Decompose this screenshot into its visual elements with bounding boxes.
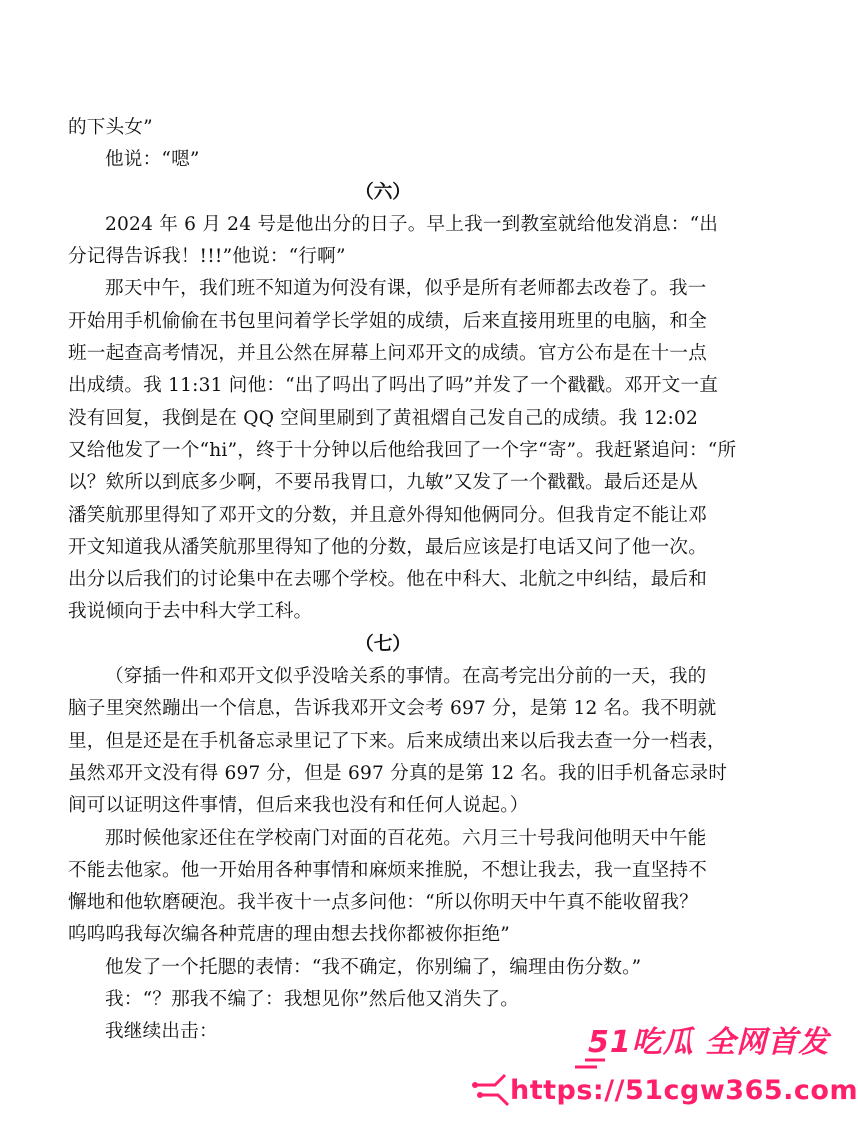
section-heading: （七）: [355, 633, 411, 655]
text-line: 那天中午，我们班不知道为何没有课，似乎是所有老师都去改卷了。我一: [105, 278, 707, 300]
text-line: 脑子里突然蹦出一个信息，告诉我邓开文会考 697 分，是第 12 名。我不明就: [68, 698, 717, 720]
text-line: 潘笑航那里得知了邓开文的分数，并且意外得知他俩同分。但我肯定不能让邓: [68, 504, 707, 526]
text-line: 我继续出击：: [105, 1021, 218, 1043]
text-line: 他发了一个托腮的表情：“我不确定，你别编了，编理由伤分数。”: [105, 956, 642, 978]
site-watermark: [470, 1005, 858, 1125]
text-line: 出分以后我们的讨论集中在去哪个学校。他在中科大、北航之中纠结，最后和: [68, 569, 707, 591]
text-line: 我：“？那我不编了：我想见你”然后他又消失了。: [105, 989, 520, 1011]
text-line: 没有回复，我倒是在 QQ 空间里刷到了黄祖熠自己发自己的成绩。我 12:02: [68, 407, 699, 429]
text-line: 那时候他家还住在学校南门对面的百花苑。六月三十号我问他明天中午能: [105, 827, 707, 849]
watermark-title: 51吃瓜 全网首发: [588, 1025, 830, 1060]
text-line: 分记得告诉我！!!!”他说：“行啊”: [68, 246, 346, 268]
text-line: 2024 年 6 月 24 号是他出分的日子。早上我一到教室就给他发消息：“出: [105, 213, 719, 235]
text-line: 出成绩。我 11:31 问他：“出了吗出了吗出了吗”并发了一个戳戳。邓开文一直: [68, 375, 719, 397]
text-line: 呜呜呜我每次编各种荒唐的理由想去找你都被你拒绝”: [68, 924, 510, 946]
section-heading: （六）: [355, 181, 411, 203]
text-line: 以？欸所以到底多少啊，不要吊我胃口，九敏”又发了一个戳戳。最后还是从: [68, 472, 698, 494]
text-line: 开文知道我从潘笑航那里得知了他的分数，最后应该是打电话又问了他一次。: [68, 536, 707, 558]
text-line: 的下头女”: [68, 117, 153, 138]
text-line: 里，但是还是在手机备忘录里记了下来。后来成绩出来以后我去查一分一档表，: [68, 730, 726, 752]
text-line: 间可以证明这件事情，但后来我也没有和任何人说起。）: [68, 795, 529, 817]
text-line: 又给他发了一个“hi”，终于十分钟以后他给我回了一个字“寄”。我赶紧追问：“所: [68, 439, 737, 461]
text-line: 我说倾向于去中科大学工科。: [68, 601, 313, 623]
text-line: 班一起查高考情况，并且公然在屏幕上问邓开文的成绩。官方公布是在十一点: [68, 343, 707, 365]
document-body: [68, 112, 737, 1049]
text-line: 虽然邓开文没有得 697 分，但是 697 分真的是第 12 名。我的旧手机备忘录时: [68, 762, 728, 784]
text-line: 懈地和他软磨硬泡。我半夜十一点多问他：“所以你明天中午真不能收留我？: [68, 892, 698, 914]
text-line: 不能去他家。他一开始用各种事情和麻烦来推脱，不想让我去，我一直坚持不: [68, 859, 707, 881]
text-line: （穿插一件和邓开文似乎没啥关系的事情。在高考完出分前的一天，我的: [105, 666, 707, 688]
text-line: 他说：“嗯”: [105, 149, 200, 171]
text-line: 开始用手机偷偷在书包里问着学长学姐的成绩，后来直接用班里的电脑，和全: [68, 310, 707, 332]
watermark-url: https://51cgw365.com: [510, 1075, 858, 1106]
